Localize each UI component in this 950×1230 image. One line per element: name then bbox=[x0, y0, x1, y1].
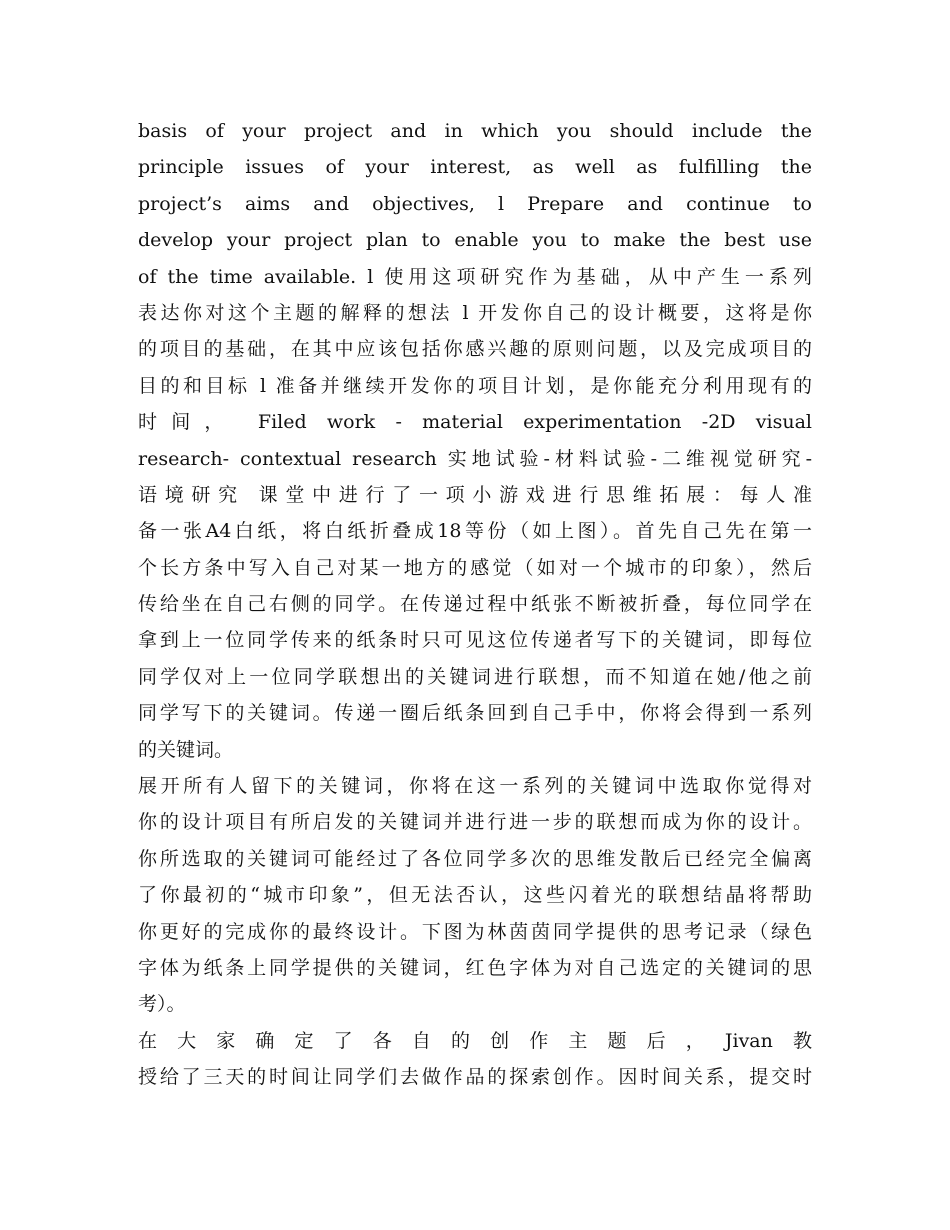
text-line: 时间， Filed work - material experimentation -2D visual bbox=[138, 411, 812, 434]
text-line: 授给了三天的时间让同学们去做作品的探索创作。因时间关系，提交时 bbox=[138, 1066, 812, 1089]
text-line: 的项目的基础，在其中应该包括你感兴趣的原则问题，以及完成项目的 bbox=[138, 338, 812, 361]
text-line: develop your project plan to enable you to make the best use bbox=[138, 229, 812, 252]
text-line: 目的和目标 l 准备并继续开发你的项目计划，是你能充分利用现有的 bbox=[138, 374, 812, 397]
text-line: 了你最初的“城市印象”，但无法否认，这些闪着光的联想结晶将帮助 bbox=[138, 884, 812, 907]
text-line: 同学仅对上一位同学联想出的关键词进行联想，而不知道在她/他之前 bbox=[138, 665, 812, 688]
text-line: 语境研究 课堂中进行了一项小游戏进行思维拓展：每人准 bbox=[138, 483, 812, 506]
text-line: 在大家确定了各自的创作主题后，Jivan教 bbox=[138, 1029, 812, 1052]
text-line: 备一张A4白纸，将白纸折叠成18等份（如上图）。首先自己先在第一 bbox=[138, 520, 812, 543]
text-line: 你更好的完成你的最终设计。下图为林茵茵同学提供的思考记录（绿色 bbox=[138, 920, 812, 943]
text-line: principle issues of your interest, as well as fulfilling the bbox=[138, 156, 812, 179]
text-line: 你所选取的关键词可能经过了各位同学多次的思维发散后已经完全偏离 bbox=[138, 847, 812, 870]
body-text bbox=[138, 113, 812, 1096]
text-line: 拿到上一位同学传来的纸条时只可见这位传递者写下的关键词，即每位 bbox=[138, 629, 812, 652]
text-line: basis of your project and in which you should include the bbox=[138, 120, 812, 142]
text-line: project’s aims and objectives, l Prepare and continue to bbox=[138, 192, 812, 215]
text-line: 同学写下的关键词。传递一圈后纸条回到自己手中，你将会得到一系列 bbox=[138, 702, 812, 725]
text-line: 展开所有人留下的关键词，你将在这一系列的关键词中选取你觉得对 bbox=[138, 775, 812, 798]
text-line: 考）。 bbox=[138, 993, 186, 1016]
text-line: 个长方条中写入自己对某一地方的感觉（如对一个城市的印象），然后 bbox=[138, 556, 812, 579]
text-line: research- contextual research 实地试验-材料试验-二维视觉研究- bbox=[138, 447, 812, 470]
text-line: 字体为纸条上同学提供的关键词，红色字体为对自己选定的关键词的思 bbox=[138, 956, 812, 979]
text-line: 的关键词。 bbox=[138, 738, 234, 761]
text-line: 表达你对这个主题的解释的想法 l 开发你自己的设计概要，这将是你 bbox=[138, 301, 812, 324]
text-line: 你的设计项目有所启发的关键词并进行进一步的联想而成为你的设计。 bbox=[138, 811, 812, 834]
text-line: 传给坐在自己右侧的同学。在传递过程中纸张不断被折叠，每位同学在 bbox=[138, 593, 812, 616]
text-line: of the time available. l 使用这项研究作为基础，从中产生一系列 bbox=[138, 265, 812, 288]
